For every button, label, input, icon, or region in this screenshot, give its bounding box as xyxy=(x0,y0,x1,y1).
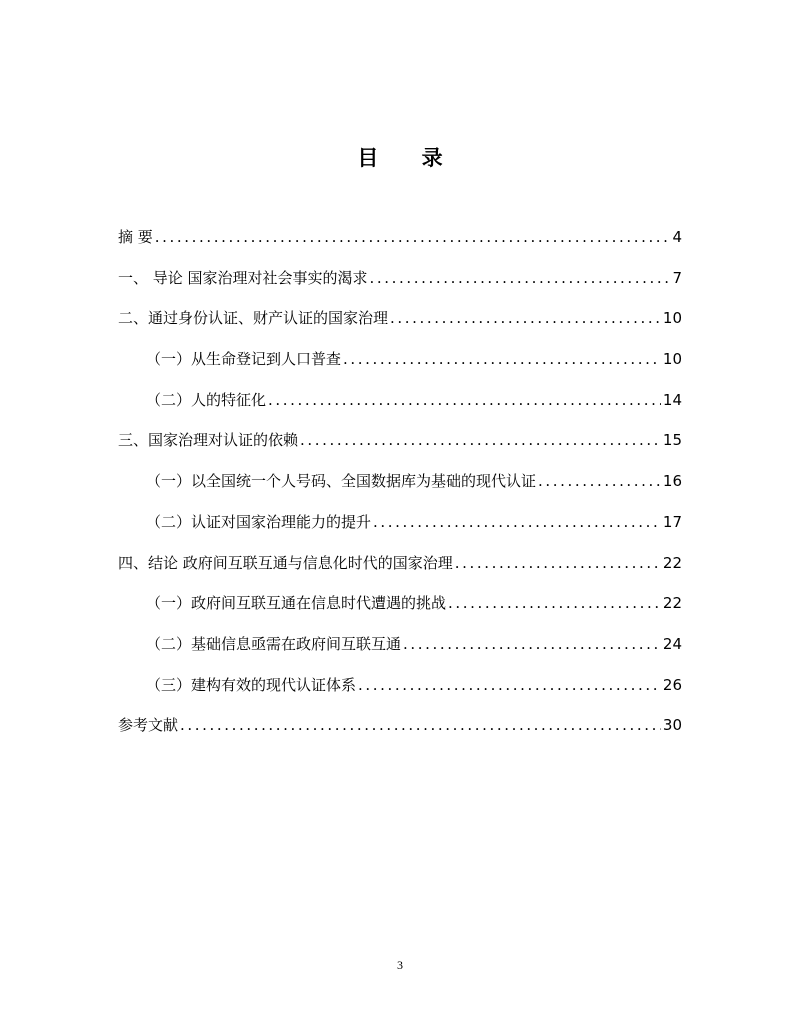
toc-entry-page: 10 xyxy=(662,309,682,328)
toc-dot-leader xyxy=(155,226,671,248)
toc-entry-page: 15 xyxy=(662,431,682,450)
toc-dot-leader xyxy=(300,429,661,451)
toc-entry-label: （一）从生命登记到人口普查 xyxy=(146,350,342,369)
toc-entry-chapter-1[interactable] xyxy=(118,267,682,308)
toc-entry-label: 摘 要 xyxy=(118,228,153,246)
toc-entry-label: 二、通过身份认证、财产认证的国家治理 xyxy=(118,309,389,328)
toc-entry-label: （二）基础信息亟需在政府间互联互通 xyxy=(146,634,402,653)
toc-entry-page: 16 xyxy=(662,472,682,491)
toc-entry-page: 17 xyxy=(662,512,682,531)
toc-dot-leader xyxy=(390,307,661,329)
toc-entry-page: 14 xyxy=(662,390,682,409)
toc-entry-section-4-3[interactable] xyxy=(118,674,682,715)
toc-entry-abstract[interactable] xyxy=(118,226,682,267)
toc-entry-label: （三）建构有效的现代认证体系 xyxy=(146,675,357,694)
toc-dot-leader xyxy=(455,552,661,574)
toc-dot-leader xyxy=(180,714,661,736)
toc-entry-label: （一）政府间互联互通在信息时代遭遇的挑战 xyxy=(146,594,447,613)
toc-entry-page: 7 xyxy=(672,268,682,287)
toc-entry-section-4-2[interactable] xyxy=(118,633,682,674)
toc-entry-page: 30 xyxy=(662,716,682,735)
toc-entry-page: 24 xyxy=(662,634,682,653)
toc-entry-page: 22 xyxy=(662,553,682,572)
toc-entry-label: （二）人的特征化 xyxy=(146,390,267,409)
toc-entry-label: （二）认证对国家治理能力的提升 xyxy=(146,512,372,531)
page-number: 3 xyxy=(397,958,403,972)
toc-entry-chapter-3[interactable] xyxy=(118,429,682,470)
toc-entry-page: 10 xyxy=(662,350,682,369)
toc-dot-leader xyxy=(343,348,661,370)
toc-entry-chapter-2[interactable] xyxy=(118,307,682,348)
toc-dot-leader xyxy=(370,267,671,289)
toc-entry-label: 一、 导论 国家治理对社会事实的渴求 xyxy=(118,268,368,287)
toc-entry-label: 四、结论 政府间互联互通与信息化时代的国家治理 xyxy=(118,553,453,572)
toc-entry-page: 26 xyxy=(662,675,682,694)
toc-entry-section-2-2[interactable] xyxy=(118,389,682,430)
toc-entry-section-3-2[interactable] xyxy=(118,511,682,552)
table-of-contents xyxy=(118,226,682,755)
toc-entry-label: 参考文献 xyxy=(118,716,179,735)
toc-dot-leader xyxy=(358,674,661,696)
toc-entry-section-3-1[interactable] xyxy=(118,470,682,511)
toc-dot-leader xyxy=(373,511,661,533)
toc-dot-leader xyxy=(268,389,661,411)
toc-entry-chapter-4[interactable] xyxy=(118,552,682,593)
toc-entry-section-4-1[interactable] xyxy=(118,592,682,633)
toc-dot-leader xyxy=(403,633,661,655)
toc-entry-page: 4 xyxy=(672,228,682,246)
toc-entry-section-2-1[interactable] xyxy=(118,348,682,389)
toc-entry-page: 22 xyxy=(662,594,682,613)
toc-dot-leader xyxy=(538,470,661,492)
toc-entry-label: （一）以全国统一个人号码、全国数据库为基础的现代认证 xyxy=(146,472,537,491)
toc-entry-label: 三、国家治理对认证的依赖 xyxy=(118,431,299,450)
toc-dot-leader xyxy=(448,592,661,614)
toc-entry-references[interactable] xyxy=(118,714,682,755)
toc-title: 目 录 xyxy=(357,146,461,170)
